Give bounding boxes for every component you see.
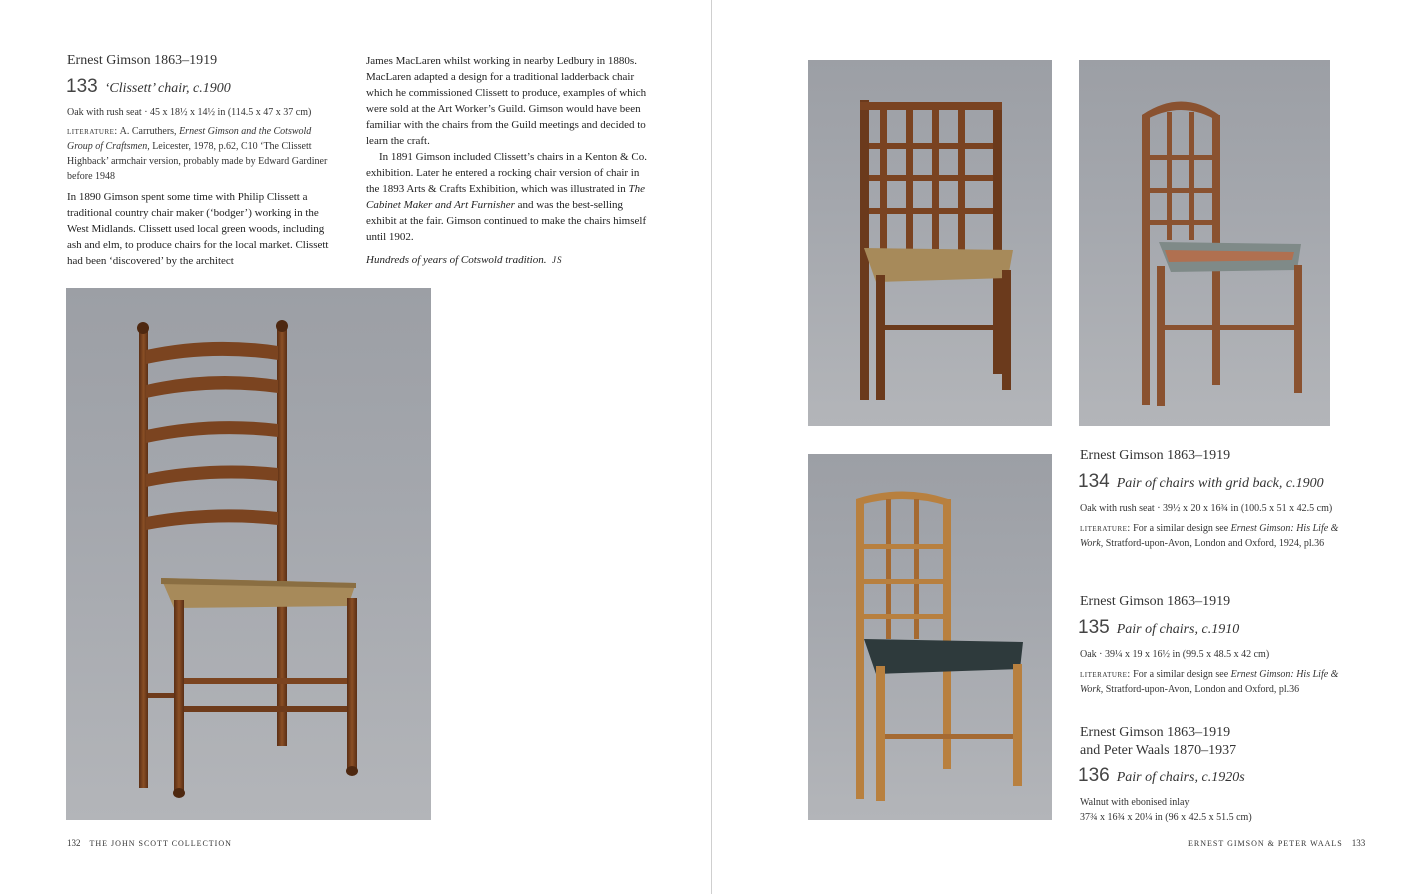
entry-134-artist: Ernest Gimson 1863–1919	[1080, 448, 1231, 463]
ladderback-chair-image	[66, 288, 431, 820]
page-gutter	[711, 0, 712, 894]
artist-line: Ernest Gimson 1863–1919	[1080, 725, 1231, 740]
literature-text-2: Leicester, 1978, p.62, C10 ‘The Clissett Highback’ armchair version, probably made by Edward Gardiner before 1948	[67, 141, 328, 182]
artist-line: and Peter Waals 1870–1937	[1080, 743, 1237, 758]
medium-line: Walnut with ebonised inlay	[1080, 797, 1190, 808]
photo-chair-133	[66, 288, 431, 820]
left-footer	[67, 838, 232, 848]
literature-book-title: Ernest Gimson: His Life & Work,	[1080, 523, 1339, 549]
essay-paragraph: James MacLaren whilst working in nearby Ledbury in 1880s. MacLaren adapted a design for a traditional ladderback chair which he commissioned Clissett to produce, examples of which were sold at the Art Worker’s Guild. Gimson would have been familiar with the chairs from the Guild meetings and decided to learn the craft.	[366, 55, 647, 147]
entry-136-heading	[1078, 765, 1245, 787]
entry-135-heading	[1078, 617, 1239, 639]
item-title: Pair of chairs, c.1920s	[1116, 770, 1245, 785]
literature-label: literature:	[1080, 669, 1131, 680]
entry-134-medium: Oak with rush seat · 39½ x 20 x 16¾ in (100.5 x 51 x 42.5 cm)	[1080, 503, 1333, 514]
photo-chair-136	[808, 454, 1052, 820]
catalogue-number: 134	[1078, 471, 1110, 492]
essay-column-2	[366, 53, 648, 268]
catalogue-number: 136	[1078, 765, 1110, 786]
literature-label: literature:	[67, 126, 118, 137]
page-number: 133	[1351, 838, 1366, 848]
item-title: ‘Clissett’ chair, c.1900	[104, 81, 231, 96]
literature-text: A. Carruthers,	[117, 126, 180, 137]
running-title: THE JOHN SCOTT COLLECTION	[89, 839, 232, 848]
entry-136-medium	[1080, 795, 1370, 825]
essay-paragraph: In 1890 Gimson spent some time with Philip Clissett a traditional country chair maker (‘bodger’) working in the West Midlands. Clissett used local green woods, including ash and elm, to produce chairs for the local market. Clissett had been ‘discovered’ by the architect	[67, 191, 329, 267]
inlaid-chair-image	[808, 454, 1052, 820]
entry-135-artist: Ernest Gimson 1863–1919	[1080, 594, 1231, 609]
catalogue-number: 133	[66, 76, 98, 97]
entry-133-literature	[67, 124, 329, 184]
entry-133-heading	[66, 76, 231, 98]
catalogue-number: 135	[1078, 617, 1110, 638]
author-initials: JS	[552, 255, 563, 265]
entry-136-artist	[1080, 724, 1236, 760]
literature-label: literature:	[1080, 523, 1131, 534]
essay-column-1	[67, 189, 331, 269]
entry-134-heading	[1078, 471, 1324, 493]
literature-book-title: Ernest Gimson: His Life & Work,	[1080, 669, 1339, 695]
essay-closing: Hundreds of years of Cotswold tradition. JS	[366, 254, 563, 266]
entry-134-literature: literature: For a similar design see Ernest Gimson: His Life & Work, Stratford-upon-Avon, London and Oxford, 1924, pl.36	[1080, 523, 1339, 549]
page-number: 132	[67, 838, 81, 848]
item-title: Pair of chairs, c.1910	[1116, 622, 1240, 637]
essay-paragraph: In 1891 Gimson included Clissett’s chairs in a Kenton & Co. exhibition. Later he entered a rocking chair version of chair in the 1893 Arts & Crafts Exhibition, which was illustrated in The Cabinet Maker and Art Furnisher and was the best-selling exhibit at the fair. Gimson continued to make the chairs himself until 1902.	[366, 151, 647, 243]
entry-133-medium: Oak with rush seat · 45 x 18½ x 14½ in (114.5 x 47 x 37 cm)	[67, 107, 312, 118]
running-title: ERNEST GIMSON & PETER WAALS	[1188, 839, 1343, 848]
right-footer	[1188, 838, 1365, 848]
photo-chair-134-b	[1079, 60, 1330, 426]
photo-chair-134-a	[808, 60, 1052, 426]
entry-133-artist: Ernest Gimson 1863–1919	[67, 53, 218, 68]
publication-title: The Cabinet Maker and Art Furnisher	[366, 183, 645, 211]
dimensions-line: 37¾ x 16¾ x 20¼ in (96 x 42.5 x 51.5 cm)	[1080, 812, 1252, 823]
grid-back-chair-image	[808, 60, 1052, 426]
entry-135-medium: Oak · 39¼ x 19 x 16½ in (99.5 x 48.5 x 42 cm)	[1080, 649, 1270, 660]
entry-135-literature: literature: For a similar design see Ernest Gimson: His Life & Work, Stratford-upon-Avon, London and Oxford, pl.36	[1080, 669, 1339, 695]
literature-book-title: Ernest Gimson and the Cotswold Group of Craftsmen,	[67, 126, 312, 152]
item-title: Pair of chairs with grid back, c.1900	[1116, 476, 1324, 491]
arched-grid-chair-image	[1079, 60, 1330, 426]
